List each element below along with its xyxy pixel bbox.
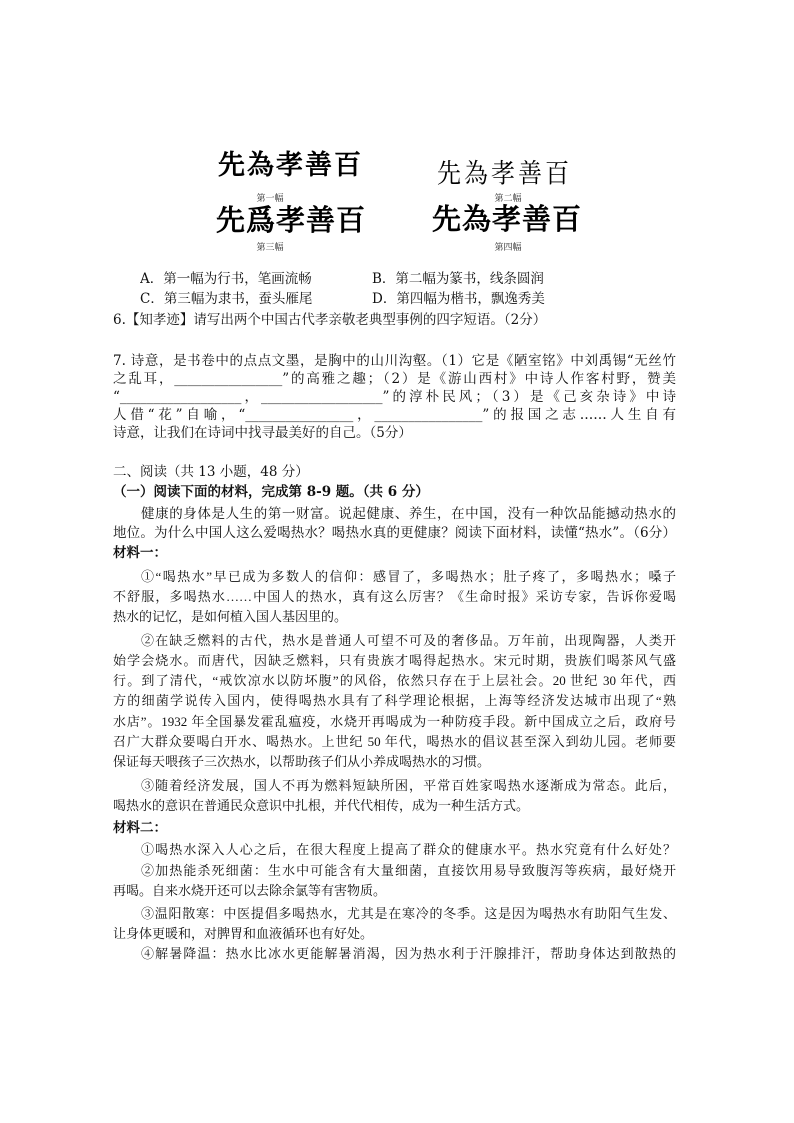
calligraphy-sample-1: 先為孝善百: [218, 150, 363, 181]
material-1-label: 材料一：: [113, 545, 167, 561]
material-line: ②加热能杀死细菌：生水中可能含有大量细菌，直接饮用易导致腹泻等疾病，最好烧开: [141, 863, 676, 878]
section-title: 二、阅读（共 13 小题，48 分）: [113, 464, 309, 480]
material-line: 始学会烧水。而唐代，因缺乏燃料，只有贵族才喝得起热水。宋元时期，贵族们喝茶风气盛: [113, 653, 676, 668]
calligraphy-caption-2: 第二幅: [494, 194, 522, 204]
option-d: D．第四幅为楷书，飘逸秀美: [372, 291, 545, 307]
material-line: ④解暑降温：热水比冰水更能解暑消渴，因为热水利于汗腺排汗，帮助身体达到散热的: [141, 946, 676, 961]
calligraphy-sample-3: 先爲孝善百: [216, 203, 367, 237]
question-7-line: 之乱耳，________________”的高雅之趣；（2）是《游山西村》中诗人作客村野，赞美: [113, 371, 676, 387]
material-line: 保证每天喂孩子三次热水，以帮助孩子们从小养成喝热水的习惯。: [113, 754, 491, 769]
intro-line: 地位。为什么中国人这么爱喝热水？喝热水真的更健康？阅读下面材料，读懂“热水”。（6分）: [113, 525, 676, 541]
option-a: A．第一幅为行书，笔画流畅: [140, 271, 312, 287]
calligraphy-sample-2: 先為孝善百: [437, 157, 572, 190]
material-line: ①喝热水深入人心之后，在很大程度上提高了群众的健康水平。热水究竟有什么好处？: [141, 842, 676, 857]
calligraphy-sample-4: 先為孝善百: [432, 204, 583, 236]
material-line: ②在缺乏燃料的古代，热水是普通人可望不可及的奢侈品。万年前，出现陶器，人类开: [141, 633, 676, 648]
question-7-line: 7. 诗意，是书卷中的点点文墨，是胸中的山川沟壑。（1）它是《陋室铭》中刘禹锡“无丝竹: [113, 353, 676, 369]
part-title: （一）阅读下面的材料，完成第 8-9 题。（共 6 分）: [113, 484, 429, 500]
question-6: 6.【知孝迹】请写出两个中国古代孝亲敬老典型事例的四字短语。（2分）: [113, 312, 547, 328]
material-2-label: 材料二：: [113, 820, 167, 836]
material-line: 召广大群众要喝白开水、喝热水。上世纪 50 年代，喝热水的倡议甚至深入到幼儿园。老师要: [113, 734, 676, 749]
option-b: B．第二幅为篆书，线条圆润: [372, 271, 544, 287]
material-line: 方的细菌学说传入国内，使得喝热水具有了科学理论根据，上海等经济发达城市出现了“熟: [113, 693, 676, 708]
calligraphy-caption-1: 第一幅: [256, 194, 284, 204]
material-line: 行。到了清代，“戒饮凉水以防坏腹”的风俗，依然只存在于上层社会。20 世纪 30 年代，西: [113, 673, 676, 688]
question-7-line: “__________________，__________________”的淳朴民风；（3）是《己亥杂诗》中诗: [113, 389, 676, 405]
material-line: ①“喝热水”早已成为多数人的信仰：感冒了，多喝热水；肚子疼了，多喝热水；嗓子: [141, 569, 676, 584]
material-line: ③随着经济发展，国人不再为燃料短缺所困，平常百姓家喝热水逐渐成为常态。此后，: [141, 778, 676, 793]
material-line: 让身体更暖和，对脾胃和血液循环也有好处。: [113, 926, 374, 941]
question-7-line: 诗意，让我们在诗词中找寻最美好的自己。（5分）: [113, 425, 412, 441]
option-c: C．第三幅为隶书，蚕头雁尾: [140, 291, 313, 307]
calligraphy-caption-3: 第三幅: [256, 243, 284, 253]
material-line: 热水的记忆，是如何植入国人基因里的。: [113, 609, 348, 624]
material-line: 再喝。自来水烧开还可以去除余氯等有害物质。: [113, 883, 387, 898]
material-line: 水店”。1932 年全国暴发霍乱瘟疫，水烧开再喝成为一种防疫手段。新中国成立之后，政府号: [113, 714, 676, 729]
intro-line: 健康的身体是人生的第一财富。说起健康、养生，在中国，没有一种饮品能撼动热水的: [141, 506, 676, 522]
question-7-line: 人借“花”自喻，“________________，________________”的报国之志……人生自有: [113, 407, 676, 423]
calligraphy-caption-4: 第四幅: [494, 243, 522, 253]
material-line: ③温阳散寒：中医提倡多喝热水，尤其是在寒冷的冬季。这是因为喝热水有助阳气生发、: [141, 906, 676, 921]
material-line: 不舒服，多喝热水……中国人的热水，真有这么厉害？《生命时报》采访专家，告诉你爱喝: [113, 589, 676, 604]
material-line: 喝热水的意识在普通民众意识中扎根，并代代相传，成为一种生活方式。: [113, 798, 530, 813]
